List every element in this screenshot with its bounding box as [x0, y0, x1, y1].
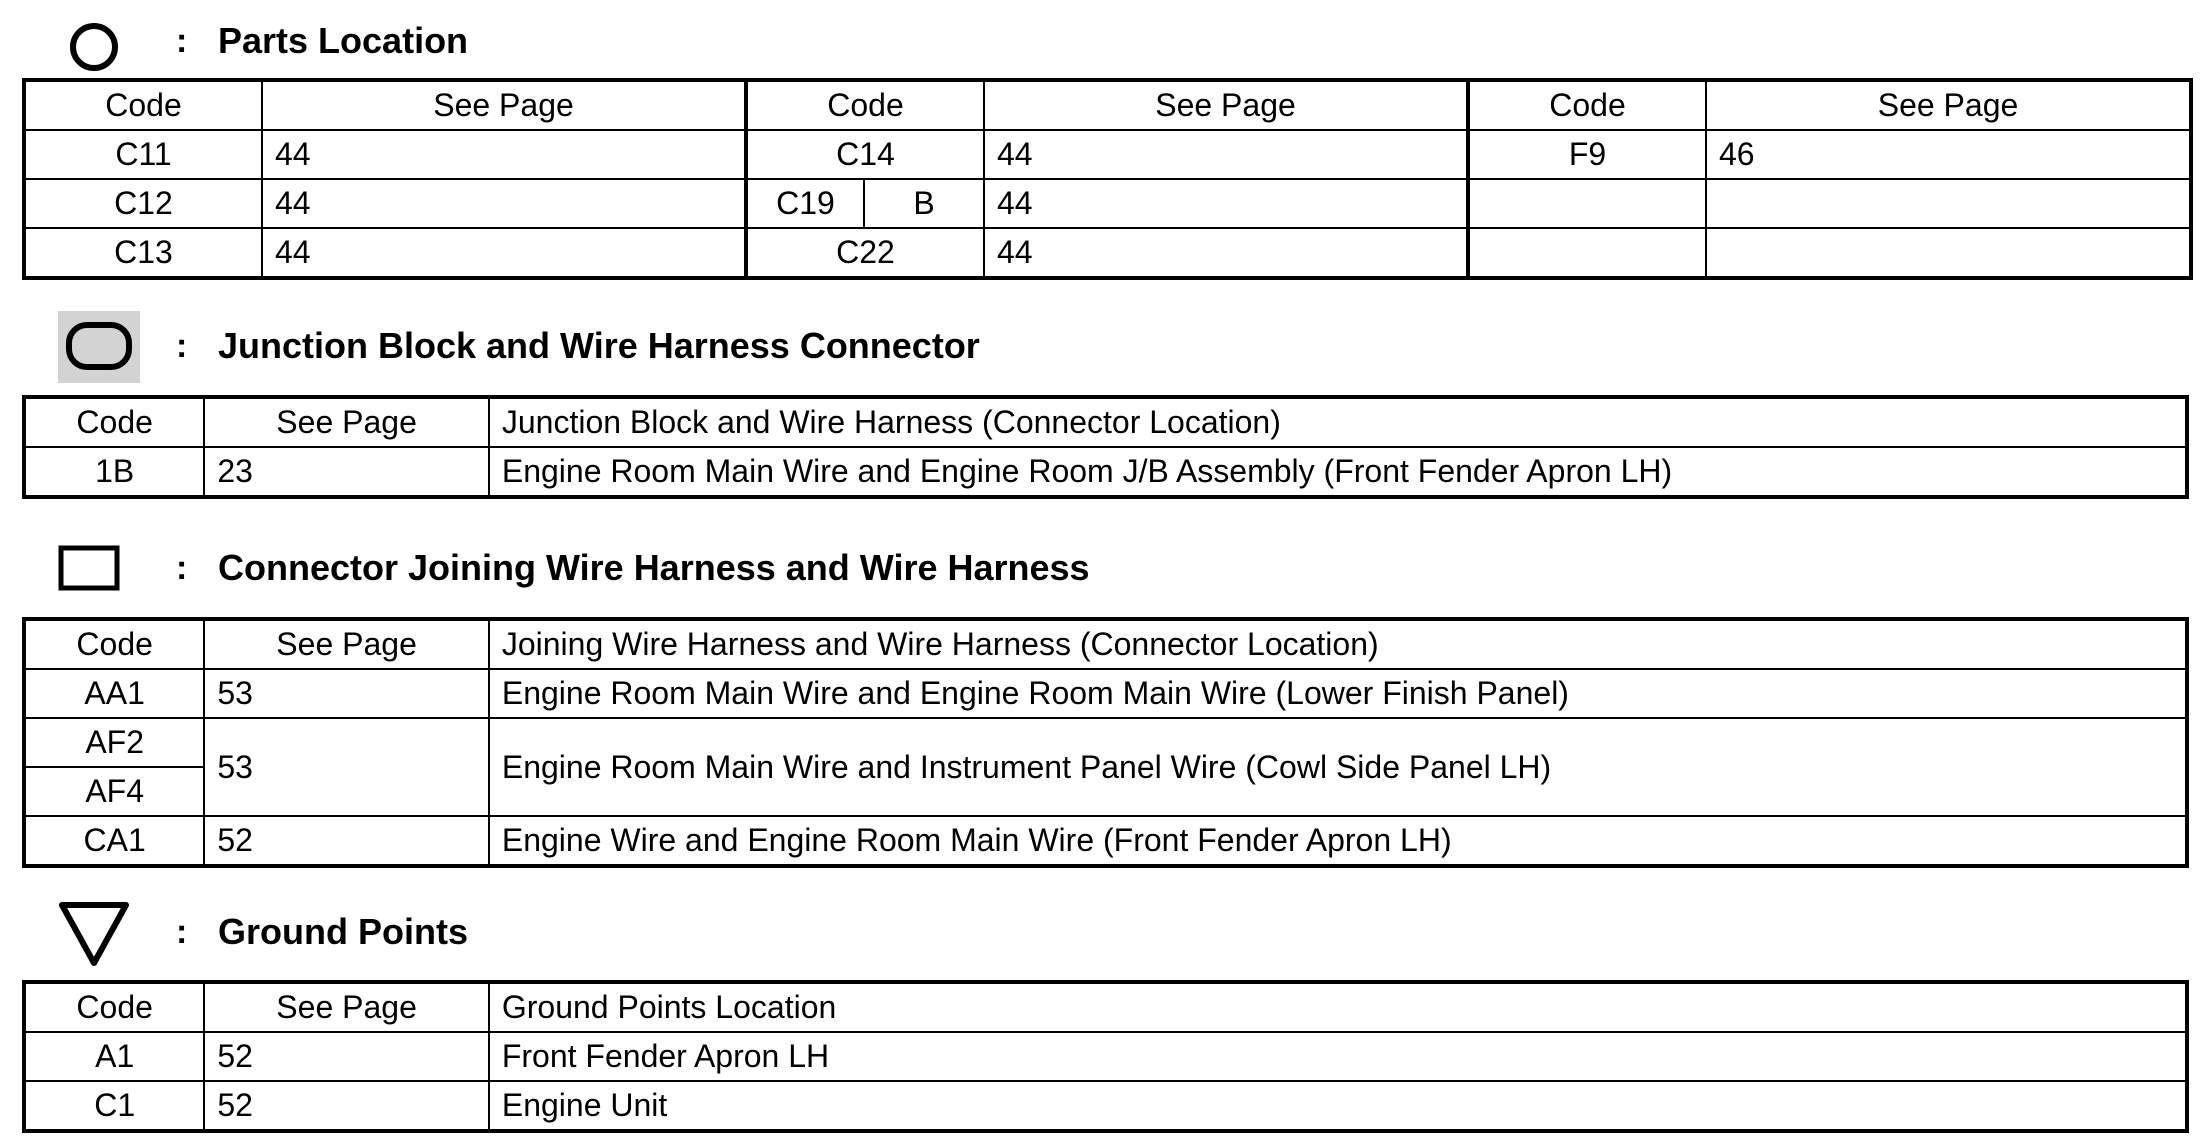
code-cell: C13 [24, 228, 262, 278]
empty-cell [1468, 179, 1706, 228]
column-header-see-page: See Page [204, 982, 489, 1032]
junction-block-table [22, 395, 2189, 499]
header-colon: : [176, 913, 188, 951]
description-cell: Engine Room Main Wire and Engine Room J/B Assembly (Front Fender Apron LH) [489, 447, 2187, 497]
description-cell: Front Fender Apron LH [489, 1032, 2187, 1081]
column-header-code: Code [24, 80, 262, 130]
column-header-code: Code [1468, 80, 1706, 130]
code-cell: CA1 [24, 816, 204, 866]
page-cell: 52 [204, 1032, 489, 1081]
table-header-row [24, 397, 2187, 447]
table-header-row [24, 80, 2191, 130]
description-cell: Engine Room Main Wire and Engine Room Main Wire (Lower Finish Panel) [489, 669, 2187, 718]
section-title: Connector Joining Wire Harness and Wire Harness [218, 547, 1090, 588]
junction-block-header [0, 311, 2211, 381]
column-header-code: Code [746, 80, 984, 130]
table-row [24, 447, 2187, 497]
empty-cell [1706, 179, 2191, 228]
page-cell: 53 [204, 669, 489, 718]
code-cell: C1 [24, 1081, 204, 1131]
table-row [24, 1032, 2187, 1081]
code-cell: 1B [24, 447, 204, 497]
page-cell: 44 [262, 228, 746, 278]
circle-icon [66, 19, 122, 75]
column-header-description: Ground Points Location [489, 982, 2187, 1032]
column-header-see-page: See Page [1706, 80, 2191, 130]
ground-points-table [22, 980, 2189, 1133]
column-header-description: Joining Wire Harness and Wire Harness (Connector Location) [489, 619, 2187, 669]
empty-cell [1468, 228, 1706, 278]
page-cell: 46 [1706, 130, 2191, 179]
triangle-down-icon [58, 901, 130, 967]
column-header-code: Code [24, 619, 204, 669]
column-header-see-page: See Page [204, 397, 489, 447]
code-cell: F9 [1468, 130, 1706, 179]
page-cell: 52 [204, 1081, 489, 1131]
rectangle-icon [58, 545, 120, 595]
page-cell: 52 [204, 816, 489, 866]
section-title: Ground Points [218, 911, 468, 952]
section-title: Parts Location [218, 20, 469, 61]
description-cell: Engine Unit [489, 1081, 2187, 1131]
code-cell: AA1 [24, 669, 204, 718]
table-row [24, 669, 2187, 718]
page-cell: 44 [262, 179, 746, 228]
empty-cell [1706, 228, 2191, 278]
header-colon: : [176, 22, 188, 60]
connector-joining-header [0, 533, 2211, 603]
rounded-rect-icon [58, 311, 140, 383]
table-header-row [24, 619, 2187, 669]
column-header-see-page: See Page [204, 619, 489, 669]
ground-points-header [0, 897, 2211, 967]
parts-location-header [0, 6, 2211, 76]
code-cell: AF2 [24, 718, 204, 767]
connector-joining-table [22, 617, 2189, 868]
code-sub-cell: B [864, 179, 984, 228]
parts-location-table [22, 78, 2193, 280]
page-cell: 53 [204, 718, 489, 816]
description-cell: Engine Wire and Engine Room Main Wire (Front Fender Apron LH) [489, 816, 2187, 866]
code-cell: C19 [746, 179, 864, 228]
column-header-code: Code [24, 397, 204, 447]
table-row [24, 179, 2191, 228]
code-cell: C14 [746, 130, 984, 179]
table-row [24, 228, 2191, 278]
page-cell: 44 [984, 179, 1468, 228]
code-cell: C22 [746, 228, 984, 278]
code-cell: A1 [24, 1032, 204, 1081]
column-header-description: Junction Block and Wire Harness (Connector Location) [489, 397, 2187, 447]
column-header-see-page: See Page [262, 80, 746, 130]
page-cell: 44 [984, 228, 1468, 278]
header-colon: : [176, 549, 188, 587]
table-header-row [24, 982, 2187, 1032]
page-cell: 44 [262, 130, 746, 179]
section-title: Junction Block and Wire Harness Connector [218, 325, 980, 366]
code-cell: C12 [24, 179, 262, 228]
column-header-see-page: See Page [984, 80, 1468, 130]
table-row [24, 1081, 2187, 1131]
header-colon: : [176, 327, 188, 365]
table-row [24, 130, 2191, 179]
column-header-code: Code [24, 982, 204, 1032]
table-row [24, 816, 2187, 866]
table-row [24, 718, 2187, 767]
page-cell: 23 [204, 447, 489, 497]
code-cell: AF4 [24, 767, 204, 816]
page-cell: 44 [984, 130, 1468, 179]
code-cell: C11 [24, 130, 262, 179]
description-cell: Engine Room Main Wire and Instrument Panel Wire (Cowl Side Panel LH) [489, 718, 2187, 816]
